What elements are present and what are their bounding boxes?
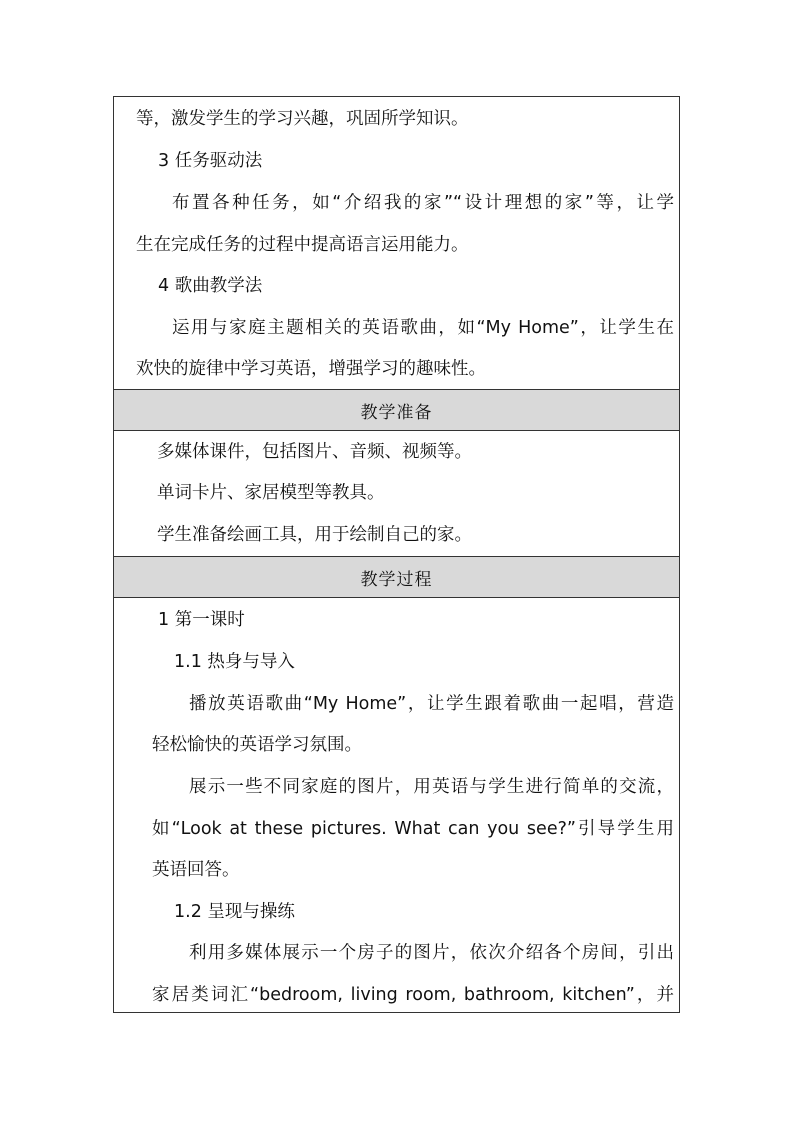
method-3-line-2: 生在完成任务的过程中提高语言运用能力。 [136, 235, 469, 255]
teaching-prep-header [114, 389, 679, 431]
section-1-2-line-1: 利用多媒体展示一个房子的图片，依次介绍各个房间，引出 [189, 943, 674, 963]
method-4-line-1: 运用与家庭主题相关的英语歌曲，如“My Home”，让学生在 [172, 318, 674, 338]
prep-item: 多媒体课件，包括图片、音频、视频等。 [157, 442, 472, 462]
lesson-1-heading: 1 第一课时 [158, 610, 245, 630]
teaching-process-header [114, 556, 679, 598]
teaching-prep-title: 教学准备 [360, 402, 433, 423]
methods-continuation-line: 等，激发学生的学习兴趣，巩固所学知识。 [136, 109, 469, 129]
teaching-process-cell [114, 598, 679, 1012]
section-1-1-p2-line-2: 如“Look at these pictures. What can you see?”引导学生用 [152, 819, 674, 839]
method-3-line-1: 布置各种任务，如“介绍我的家”“设计理想的家”等，让学 [172, 193, 674, 213]
section-1-1-p1-line-1: 播放英语歌曲“My Home”，让学生跟着歌曲一起唱，营造 [189, 694, 674, 714]
section-1-1-p2-line-1: 展示一些不同家庭的图片，用英语与学生进行简单的交流， [189, 777, 674, 797]
teaching-methods-cell [114, 97, 679, 389]
prep-item: 学生准备绘画工具，用于绘制自己的家。 [157, 525, 472, 545]
section-1-1-heading: 1.1 热身与导入 [174, 652, 295, 672]
section-1-2-heading: 1.2 呈现与操练 [174, 902, 295, 922]
lesson-plan-table [113, 96, 680, 1013]
teaching-prep-cell [114, 431, 679, 556]
method-3-heading: 3 任务驱动法 [158, 151, 263, 171]
section-1-1-p2-line-3: 英语回答。 [152, 860, 240, 880]
section-1-2-line-2: 家居类词汇“bedroom, living room, bathroom, kitchen”，并 [152, 985, 674, 1005]
section-1-1-p1-line-2: 轻松愉快的英语学习氛围。 [152, 735, 362, 755]
method-4-heading: 4 歌曲教学法 [158, 276, 263, 296]
teaching-process-title: 教学过程 [360, 569, 433, 590]
method-4-line-2: 欢快的旋律中学习英语，增强学习的趣味性。 [136, 359, 486, 379]
prep-item: 单词卡片、家居模型等教具。 [157, 483, 385, 503]
